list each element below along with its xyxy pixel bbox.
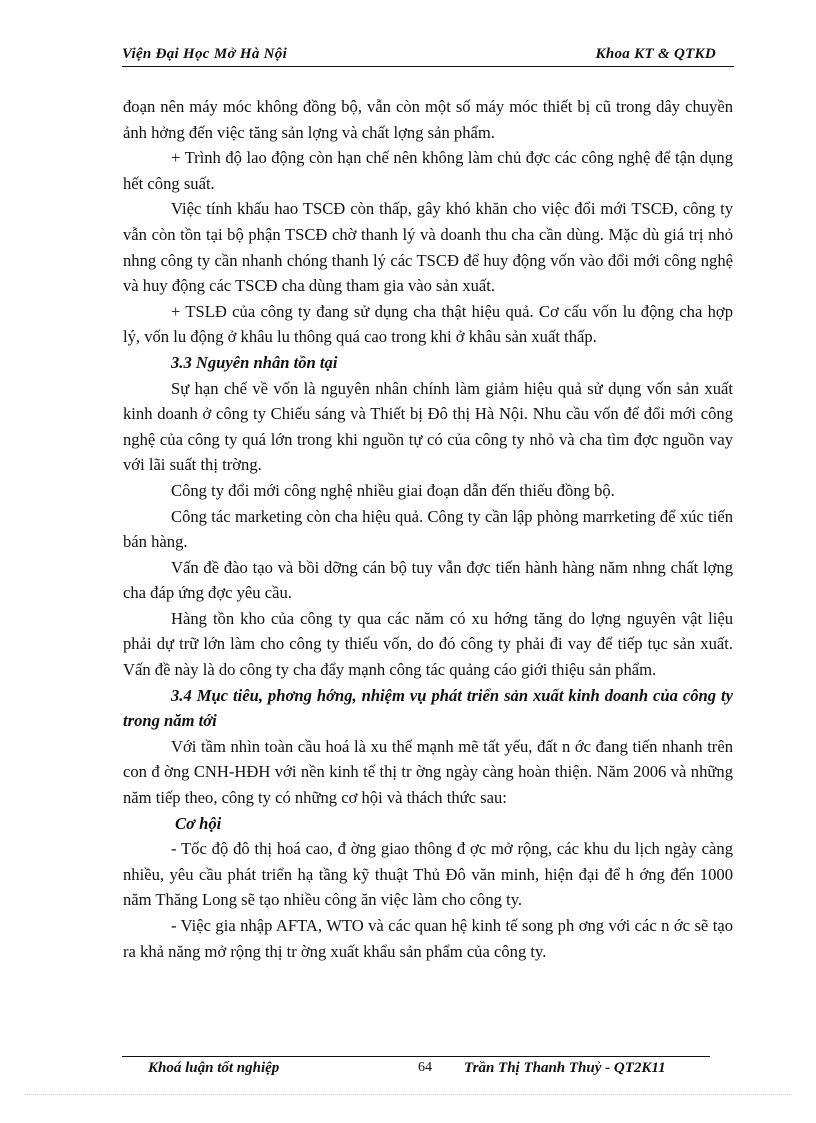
paragraph: Vấn đề đào tạo và bồi dỡng cán bộ tuy vẫn đợc tiến hành hàng năm nhng chất lợng cha đáp ứng đợc yêu cầu.	[123, 557, 733, 603]
section-heading: 3.3 Nguyên nhân tồn tại	[171, 352, 338, 372]
section-heading: 3.4 Mục tiêu, phơng hớng, nhiệm vụ phát triển sản xuất kinh doanh của công ty trong năm tới	[123, 685, 733, 731]
document-body	[123, 94, 733, 964]
subsection-heading: Cơ hội	[175, 813, 222, 833]
paragraph: - Việc gia nhập AFTA, WTO và các quan hệ kinh tế song ph ơng với các n ớc sẽ tạo ra khả năng mở rộng thị tr ờng xuất khẩu sản phẩm của công ty.	[123, 916, 733, 961]
page-boundary	[24, 1094, 792, 1095]
paragraph: Công tác marketing còn cha hiệu quả. Công ty cần lập phòng marrketing để xúc tiến bán hàng.	[123, 506, 733, 552]
footer-thesis-label: Khoá luận tốt nghiệp	[148, 1060, 280, 1076]
paragraph: Hàng tồn kho của công ty qua các năm có xu hớng tăng do lợng nguyên vật liệu phải dự trữ lớn làm cho công ty thiếu vốn, do đó công ty phải đi vay để tiếp tục sản xuất. Vấn đề này là do công ty cha đẩy mạnh công tác quảng cáo giới thiệu sản phẩm.	[123, 608, 733, 680]
paragraph: Việc tính khấu hao TSCĐ còn thấp, gây khó khăn cho việc đổi mới TSCĐ, công ty vẫn còn tồn tại bộ phận TSCĐ chờ thanh lý và doanh thu cha cần dùng. Mặc dù giá trị nhỏ nhng công ty cần nhanh chóng thanh lý các TSCĐ để huy động vốn vào đổi mới công nghệ và huy động các TSCĐ cha dùng tham gia vào sản xuất.	[123, 199, 733, 296]
paragraph: + TSLĐ của công ty đang sử dụng cha thật hiệu quả. Cơ cấu vốn lu động cha hợp lý, vốn lu động ở khâu lu thông quá cao trong khi ở khâu sản xuất thấp.	[123, 301, 733, 347]
footer-author: Trần Thị Thanh Thuỷ - QT2K11	[464, 1060, 666, 1076]
paragraph: đoạn nên máy móc không đồng bộ, vẫn còn một số máy móc thiết bị cũ trong dây chuyền ảnh hởng đến việc tăng sản lợng và chất lợng sản phẩm.	[123, 97, 733, 142]
paragraph: Với tầm nhìn toàn cầu hoá là xu thế mạnh mẽ tất yếu, đất n ớc đang tiến nhanh trên con đ ờng CNH-HĐH với nền kinh tế thị tr ờng ngày càng hoàn thiện. Năm 2006 và những năm tiếp theo, công ty có những cơ hội và thách thức sau:	[123, 736, 733, 808]
page-header	[122, 46, 734, 67]
footer-divider	[122, 1056, 710, 1057]
header-faculty: Khoa KT & QTKD	[595, 46, 716, 62]
paragraph: Công ty đổi mới công nghệ nhiều giai đoạn dẫn đến thiếu đồng bộ.	[171, 480, 615, 500]
paragraph: - Tốc độ đô thị hoá cao, đ ờng giao thông đ ợc mở rộng, các khu du lịch ngày càng nhiều, yêu cầu phát triển hạ tầng kỹ thuật Thủ Đô văn minh, hiện đại để h ớng đến 1000 năm Thăng Long sẽ tạo nhiều công ăn việc làm cho công ty.	[123, 839, 733, 910]
page-number: 64	[418, 1060, 432, 1075]
header-institution: Viện Đại Học Mở Hà Nội	[122, 46, 288, 62]
paragraph: Sự hạn chế về vốn là nguyên nhân chính làm giảm hiệu quả sử dụng vốn sản xuất kinh doanh ở công ty Chiếu sáng và Thiết bị Đô thị Hà Nội. Nhu cầu vốn để đổi mới công nghệ của công ty quá lớn trong khi nguồn tự có của công ty nhỏ và cha tìm đợc nguồn vay với lãi suất thị trờng.	[123, 378, 733, 475]
paragraph: + Trình độ lao động còn hạn chế nên không làm chủ đợc các công nghệ để tận dụng hết công suất.	[123, 148, 733, 193]
